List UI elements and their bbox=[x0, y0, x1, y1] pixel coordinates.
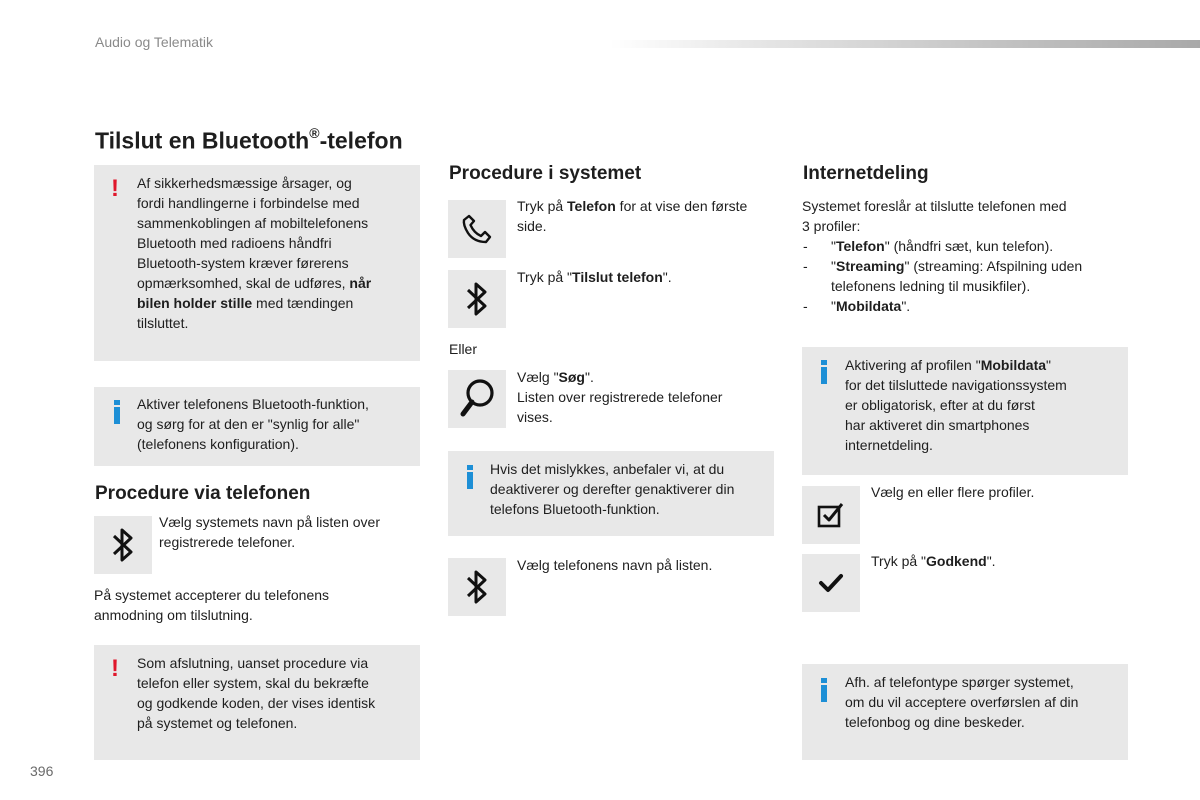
retry-info-box bbox=[448, 451, 774, 536]
internet-sharing-heading: Internetdeling bbox=[803, 163, 929, 184]
bluetooth-tile bbox=[94, 516, 152, 574]
profile-list bbox=[803, 236, 1123, 316]
list-item: - "Streaming" (streaming: Afspilning uden telefonens ledning til musikfiler). bbox=[803, 258, 1083, 294]
step-phone-text: Tryk på Telefon for at vise den første side. bbox=[517, 198, 748, 234]
page-number: 396 bbox=[30, 763, 54, 779]
step-select-phone-text: Vælg telefonens navn på listen. bbox=[517, 557, 713, 573]
info-icon bbox=[821, 678, 827, 702]
search-tile bbox=[448, 370, 506, 428]
step-connect-text: Tryk på "Tilslut telefon". bbox=[517, 269, 672, 285]
list-item: - "Telefon" (håndfri sæt, kun telefon). bbox=[803, 238, 1054, 254]
profiles-intro-text: Systemet foreslår at tilslutte telefonen med 3 profiler: bbox=[802, 198, 1067, 234]
phonebook-transfer-info-box bbox=[802, 664, 1128, 760]
list-item: - "Mobildata". bbox=[803, 298, 911, 314]
warning-text: Af sikkerhedsmæssige årsager, og fordi handlingerne i forbindelse med sammenkoblingen af mobiltelefonens Bluetooth med radioens håndfri Bluetooth-system kræver førerens opmærksomhed, skal de udføres, når bilen holder stille med tændingen tilsluttet. bbox=[137, 175, 372, 331]
info-icon bbox=[467, 465, 473, 489]
system-procedure-heading: Procedure i systemet bbox=[449, 163, 642, 184]
bluetooth-visibility-info-box bbox=[94, 387, 420, 466]
or-label: Eller bbox=[449, 341, 478, 357]
info-text: Hvis det mislykkes, anbefaler vi, at du deaktiverer og derefter genaktiverer din telefons Bluetooth-funktion. bbox=[490, 461, 735, 517]
checkmark-icon bbox=[818, 573, 844, 593]
info-text: Aktivering af profilen "Mobildata" for det tilsluttede navigationssystem er obligatorisk, efter at du først har aktiveret din smartphones internetdeling. bbox=[845, 357, 1067, 453]
via-phone-step-text: Vælg systemets navn på listen over registrerede telefoner. bbox=[159, 514, 380, 550]
running-header: Audio og Telematik bbox=[95, 34, 214, 50]
checkbox-tile bbox=[802, 486, 860, 544]
warning-icon: ! bbox=[111, 175, 119, 202]
confirm-tile bbox=[802, 554, 860, 612]
header-gradient-bar bbox=[610, 40, 1200, 48]
bluetooth-icon bbox=[465, 568, 489, 606]
page-title: Tilslut en Bluetooth®-telefon bbox=[95, 125, 403, 154]
info-text: Afh. af telefontype spørger systemet, om du vil acceptere overførslen af din telefonbog og dine beskeder. bbox=[845, 674, 1079, 730]
step-confirm-text: Tryk på "Godkend". bbox=[871, 553, 996, 569]
bluetooth-tile bbox=[448, 270, 506, 328]
bluetooth-icon bbox=[465, 280, 489, 318]
bluetooth-icon bbox=[111, 526, 135, 564]
step-select-profiles-text: Vælg en eller flere profiler. bbox=[871, 484, 1035, 500]
accept-request-text: På systemet accepterer du telefonens anmodning om tilslutning. bbox=[94, 587, 330, 623]
magnifier-icon bbox=[457, 376, 497, 422]
safety-warning-box bbox=[94, 165, 420, 361]
warning-text: Som afslutning, uanset procedure via telefon eller system, skal du bekræfte og godkende koden, der vises identisk på systemet og telefonen. bbox=[137, 655, 376, 731]
via-phone-heading: Procedure via telefonen bbox=[95, 483, 311, 504]
pairing-code-warning-box bbox=[94, 645, 420, 760]
info-icon bbox=[114, 400, 120, 424]
mobile-data-info-box bbox=[802, 347, 1128, 475]
info-text: Aktiver telefonens Bluetooth-funktion, og sørg for at den er "synlig for alle" (telefonens konfiguration). bbox=[137, 396, 369, 452]
bluetooth-tile bbox=[448, 558, 506, 616]
step-search-text: Vælg "Søg". Listen over registrerede telefoner vises. bbox=[517, 369, 723, 425]
checkbox-icon bbox=[817, 502, 845, 528]
phone-handset-icon bbox=[460, 212, 494, 246]
warning-icon: ! bbox=[111, 655, 119, 682]
info-icon bbox=[821, 360, 827, 384]
phone-tile bbox=[448, 200, 506, 258]
